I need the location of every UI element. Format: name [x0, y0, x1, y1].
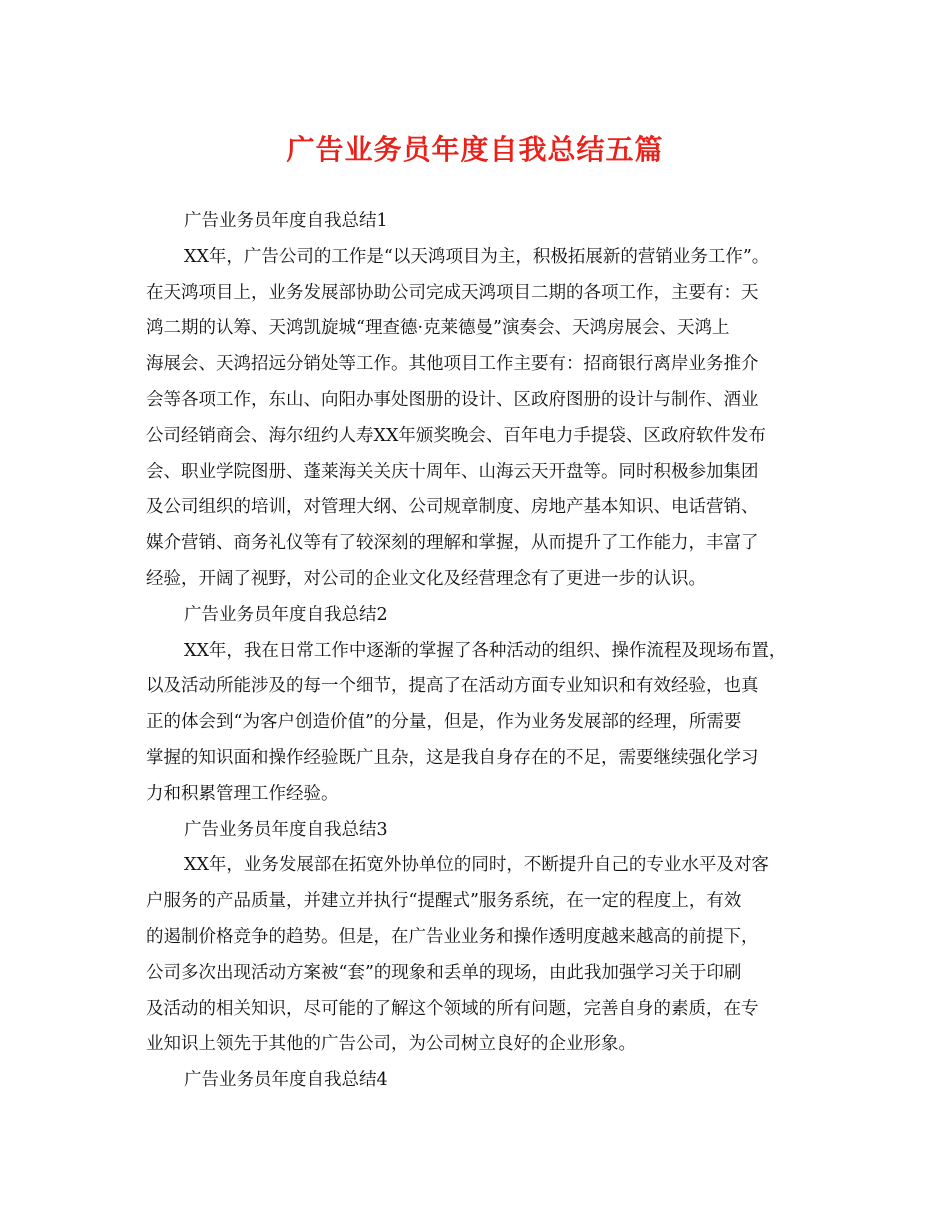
paragraph-line: 公司经销商会、海尔纽约人寿XX年颁奖晚会、百年电力手提袋、区政府软件发布: [146, 425, 766, 446]
paragraph-line: 掌握的知识面和操作经验既广且杂，这是我自身存在的不足，需要继续强化学习: [146, 747, 759, 768]
paragraph-line: 公司多次出现活动方案被“套”的现象和丢单的现场，由此我加强学习关于印刷: [146, 962, 742, 983]
paragraph-line: XX年，我在日常工作中逐渐的掌握了各种活动的组织、操作流程及现场布置，: [184, 640, 787, 661]
document-body: [146, 204, 810, 1099]
paragraph-line: XX年，广告公司的工作是“以天鸿项目为主，积极拓展新的营销业务工作”。: [184, 246, 770, 267]
paragraph-line: 会、职业学院图册、蓬莱海关关庆十周年、山海云天开盘等。同时积极参加集团: [146, 461, 759, 482]
paragraph-line: 及活动的相关知识，尽可能的了解这个领域的所有问题，完善自身的素质，在专: [146, 998, 759, 1019]
paragraph-line: 以及活动所能涉及的每一个细节，提高了在活动方面专业知识和有效经验，也真: [146, 676, 759, 697]
paragraph-line: 媒介营销、商务礼仪等有了较深刻的理解和掌握，从而提升了工作能力，丰富了: [146, 533, 759, 554]
section-heading: 广告业务员年度自我总结3: [184, 819, 388, 840]
paragraph-line: 业知识上领先于其他的广告公司，为公司树立良好的企业形象。: [146, 1034, 636, 1055]
paragraph-line: 在天鸿项目上，业务发展部协助公司完成天鸿项目二期的各项工作，主要有：天: [146, 282, 759, 303]
paragraph-line: 及公司组织的培训，对管理大纲、公司规章制度、房地产基本知识、电话营销、: [146, 497, 759, 518]
paragraph-line: XX年，业务发展部在拓宽外协单位的同时，不断提升自己的专业水平及对客: [184, 855, 769, 876]
document-title: 广告业务员年度自我总结五篇: [286, 133, 664, 166]
paragraph-line: 户服务的产品质量，并建立并执行“提醒式”服务系统，在一定的程度上，有效: [146, 891, 742, 912]
section-heading: 广告业务员年度自我总结4: [184, 1070, 388, 1091]
paragraph-line: 会等各项工作，东山、向阳办事处图册的设计、区政府图册的设计与制作、酒业: [146, 389, 759, 410]
paragraph-line: 经验，开阔了视野，对公司的企业文化及经营理念有了更进一步的认识。: [146, 568, 706, 589]
paragraph-line: 力和积累管理工作经验。: [146, 783, 339, 804]
paragraph-line: 的遏制价格竞争的趋势。但是，在广告业业务和操作透明度越来越高的前提下，: [146, 926, 759, 947]
paragraph-line: 海展会、天鸿招远分销处等工作。其他项目工作主要有：招商银行离岸业务推介: [146, 354, 759, 375]
section-heading: 广告业务员年度自我总结2: [184, 604, 388, 625]
section-heading: 广告业务员年度自我总结1: [184, 211, 388, 231]
paragraph-line: 鸿二期的认筹、天鸿凯旋城“理查德·克莱德曼”演奏会、天鸿房展会、天鸿上: [146, 318, 730, 339]
paragraph-line: 正的体会到“为客户创造价值”的分量，但是，作为业务发展部的经理，所需要: [146, 712, 742, 733]
